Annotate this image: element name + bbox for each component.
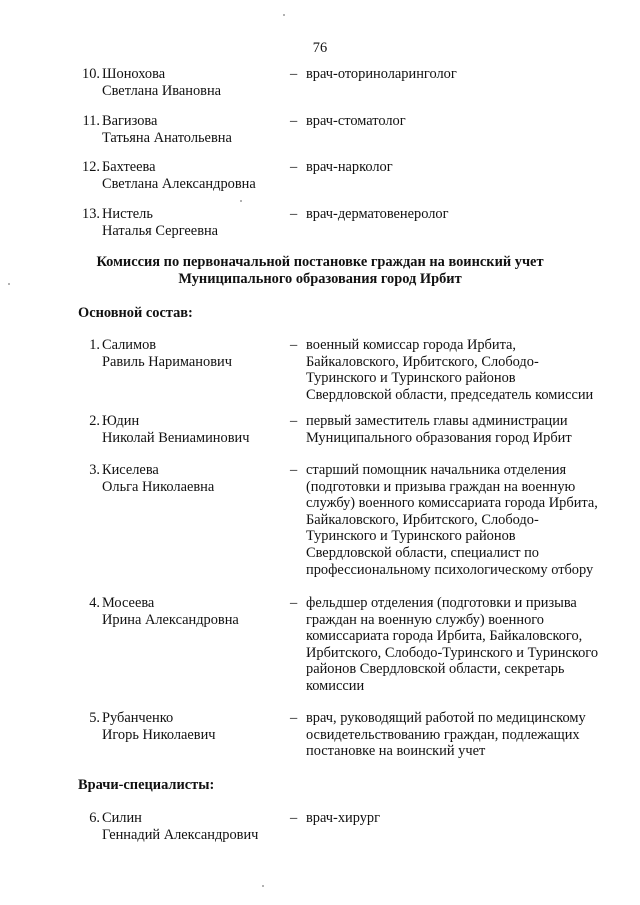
dash: – <box>290 66 298 82</box>
person-role: врач-оториноларинголог <box>306 66 457 82</box>
dash: – <box>290 810 298 826</box>
person-name: Бахтеева Светлана Александровна <box>102 159 256 192</box>
person-name: Вагизова Татьяна Анатольевна <box>102 113 232 146</box>
person-name: Киселева Ольга Николаевна <box>102 462 215 495</box>
entry-number: 13. <box>82 206 100 222</box>
person-role: старший помощник начальника отделения (подготовки и призыва граждан на военную службу) военного комиссариата города Ирбита, Байкаловского, Ирбитского, Слободо- Туринского и Туринского районов Свердловской области, специалист по профессиональному психологическому отбору <box>306 462 598 578</box>
person-role: врач-хирург <box>306 810 381 826</box>
specialists-section-heading: Врачи-специалисты: <box>78 777 215 793</box>
scan-speck <box>240 200 242 202</box>
person-role: фельдшер отделения (подготовки и призыва граждан на военную службу) военного комиссариата города Ирбита, Байкаловского, Ирбитского, Слободо-Туринского и Туринского районов Свердловской области, секретарь комиссии <box>306 595 599 694</box>
person-name: Салимов Равиль Нариманович <box>102 337 232 370</box>
scan-speck <box>262 885 264 887</box>
dash: – <box>290 710 298 726</box>
person-name: Силин Геннадий Александрович <box>102 810 259 843</box>
dash: – <box>290 595 298 611</box>
person-role: врач, руководящий работой по медицинскому освидетельствованию граждан, подлежащих постановке на воинский учет <box>306 710 586 760</box>
entry-number: 1. <box>89 337 100 353</box>
entry-number: 4. <box>89 595 100 611</box>
page-number: 76 <box>312 40 328 56</box>
dash: – <box>290 206 298 222</box>
entry-number: 12. <box>82 159 100 175</box>
entry-number: 11. <box>82 113 100 129</box>
person-name: Юдин Николай Вениаминович <box>102 413 250 446</box>
dash: – <box>290 462 298 478</box>
scan-speck <box>8 283 10 285</box>
entry-number: 5. <box>89 710 100 726</box>
person-role: первый заместитель главы администрации Муниципального образования город Ирбит <box>306 413 572 446</box>
person-name: Мосеева Ирина Александровна <box>102 595 239 628</box>
entry-number: 2. <box>89 413 100 429</box>
dash: – <box>290 413 298 429</box>
commission-title: Комиссия по первоначальной постановке граждан на воинский учет Муниципального образования город Ирбит <box>96 254 544 287</box>
person-role: врач-стоматолог <box>306 113 406 129</box>
dash: – <box>290 113 298 129</box>
main-section-heading: Основной состав: <box>78 305 193 321</box>
person-name: Рубанченко Игорь Николаевич <box>102 710 216 743</box>
scan-speck <box>283 14 285 16</box>
person-role: врач-нарколог <box>306 159 393 175</box>
person-role: врач-дерматовенеролог <box>306 206 449 222</box>
person-name: Нистель Наталья Сергеевна <box>102 206 219 239</box>
dash: – <box>290 337 298 353</box>
person-role: военный комиссар города Ирбита, Байкаловского, Ирбитского, Слободо- Туринского и Туринского районов Свердловской области, председатель комиссии <box>306 337 594 403</box>
dash: – <box>290 159 298 175</box>
entry-number: 3. <box>89 462 100 478</box>
entry-number: 10. <box>82 66 100 82</box>
person-name: Шонохова Светлана Ивановна <box>102 66 222 99</box>
entry-number: 6. <box>89 810 100 826</box>
